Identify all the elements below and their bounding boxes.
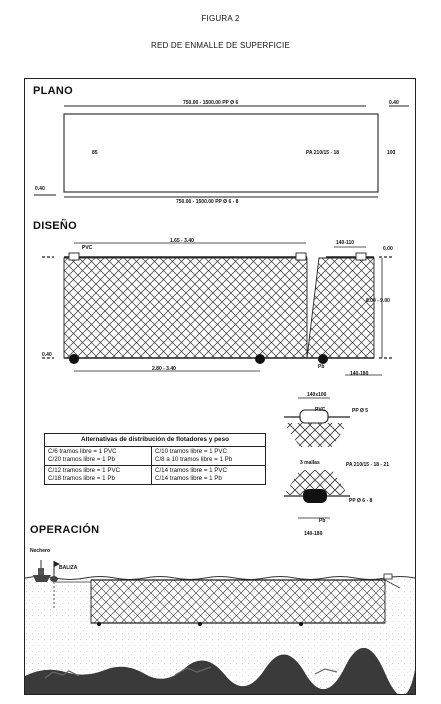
figure-title: RED DE ENMALLE DE SUPERFICIE xyxy=(151,41,290,50)
diseno-pb-label: Pb xyxy=(318,364,325,370)
plano-heading: PLANO xyxy=(33,85,73,97)
operacion-boat-label: Nechero xyxy=(30,548,51,554)
pb-sinker xyxy=(318,354,328,364)
figure-label: FIGURA 2 xyxy=(201,14,240,23)
detail-float-size: 140x100 xyxy=(307,392,327,398)
diseno-heading: DISEÑO xyxy=(33,220,77,232)
table-cell: C/10 tramos libre = 1 PVC C/8 a 10 tramos libre = 1 Pb xyxy=(151,447,265,466)
table-cell: C/6 tramos libre = 1 PVC C/20 tramos libre = 1 Pb xyxy=(45,447,152,466)
diseno-float-span: 140-110 xyxy=(336,240,355,246)
operacion-net xyxy=(91,580,385,623)
diseno-height: 8.00 - 9.00 xyxy=(366,298,390,304)
pb-sinker xyxy=(255,354,265,364)
operacion-scene xyxy=(25,548,415,694)
detail-pp-top: PP Ø 5 xyxy=(352,408,369,414)
table-row xyxy=(45,466,266,485)
detail-pvc-label: PVC xyxy=(315,407,326,413)
diseno-net-left xyxy=(64,258,307,358)
detail-pb-label: Pb xyxy=(319,518,326,524)
detail-pb-sinker xyxy=(303,489,327,503)
diseno-top-right: 0.00 xyxy=(383,246,393,252)
alternatives-header: Alternativas de distribución de flotadores y peso xyxy=(45,434,266,447)
table-cell: C/12 tramos libre = 1 PVC C/18 tramos libre = 1 Pb xyxy=(45,466,152,485)
operacion-heading: OPERACIÓN xyxy=(30,524,100,536)
diseno-span-top: 1.65 - 3.40 xyxy=(170,238,194,244)
plano-bottom-left-label: 0.40 xyxy=(35,186,45,192)
diseno-pvc-label: PVC xyxy=(82,245,93,251)
pb-sinker xyxy=(69,354,79,364)
diseno-span-bottom: 2.80 - 3.40 xyxy=(152,366,176,372)
diseno-bottom-left: 0.40 xyxy=(42,352,52,358)
boat-icon xyxy=(33,560,51,582)
pvc-float xyxy=(356,253,366,260)
detail-pp-bottom: PP Ø 6 - 8 xyxy=(349,498,373,504)
detail-sinker-size: 140-180 xyxy=(304,531,323,537)
diseno-sinker-span: 140-180 xyxy=(350,371,369,377)
float-sinker-detail xyxy=(270,385,416,535)
plano-bottom-rope-label: 750.00 - 1500.00 PP Ø 6 - 8 xyxy=(176,199,239,205)
plano-left-mark: 85 xyxy=(92,150,98,156)
pvc-float xyxy=(296,253,306,260)
operacion-buoy-label: BALIZA xyxy=(59,565,78,571)
table-cell: C/14 tramos libre = 1 PVC C/14 tramos libre = 1 Pb xyxy=(151,466,265,485)
pvc-float xyxy=(69,253,79,260)
table-row xyxy=(45,447,266,466)
alternatives-table xyxy=(44,433,266,485)
plano-top-right-label: 0.40 xyxy=(389,100,399,106)
plano-right-mark: 100 xyxy=(387,150,396,156)
plano-mesh-label: PA 210/15 - 18 xyxy=(306,150,340,156)
plano-top-rope-label: 750.00 - 1500.00 PP Ø 6 xyxy=(183,100,239,106)
diseno-net-right xyxy=(307,258,374,358)
detail-meshes: 3 mallas xyxy=(300,460,320,466)
detail-pa: PA 210/15 - 18 - 21 xyxy=(346,462,390,468)
diseno-diagram xyxy=(24,230,416,385)
